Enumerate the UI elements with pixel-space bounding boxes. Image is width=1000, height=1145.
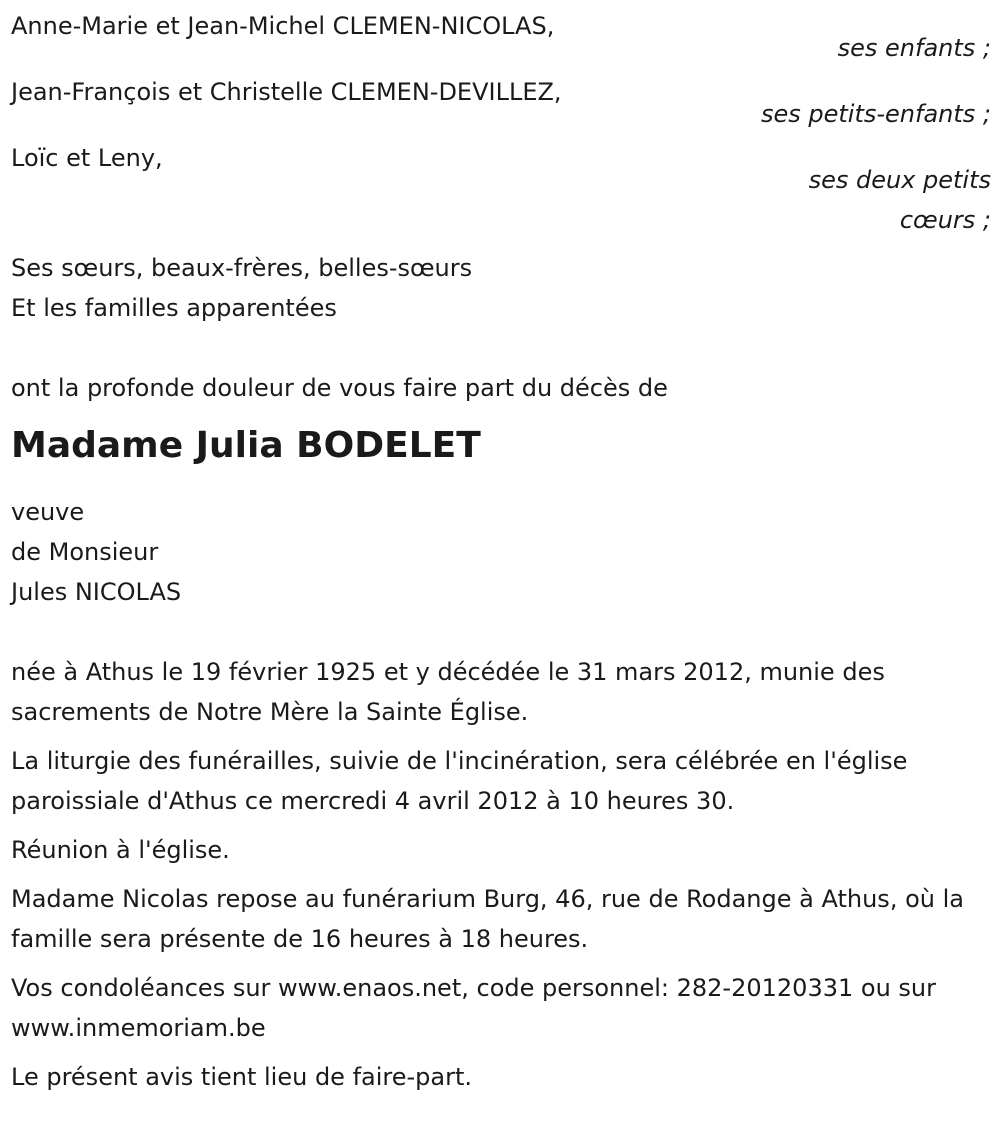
meeting-paragraph: Réunion à l'église. (11, 836, 230, 864)
grandchildren-names: Jean-François et Christelle CLEMEN-DEVILLEZ, (11, 78, 562, 106)
great-grandchildren-names: Loïc et Leny, (11, 144, 163, 172)
spouse-line-2: de Monsieur (11, 538, 159, 566)
birth-death-paragraph: née à Athus le 19 février 1925 et y décédée le 31 mars 2012, munie des sacrements de Notre Mère la Sainte Église. (11, 658, 885, 726)
grandchildren-role: ses petits-enfants ; (760, 100, 991, 128)
children-names: Anne-Marie et Jean-Michel CLEMEN-NICOLAS, (11, 12, 555, 40)
spouse-line-1: veuve (11, 498, 85, 526)
funeral-liturgy-paragraph: La liturgie des funérailles, suivie de l'incinération, sera célébrée en l'église paroissiale d'Athus ce mercredi 4 avril 2012 à 10 heures 30. (11, 747, 908, 815)
deceased-name: Madame Julia BODELET (11, 425, 481, 466)
children-role: ses enfants ; (837, 34, 991, 62)
condolences-paragraph: Vos condoléances sur www.enaos.net, code personnel: 282-20120331 ou sur www.inmemoriam.be (11, 974, 936, 1042)
great-grandchildren-role-line1: ses deux petits (808, 166, 991, 194)
great-grandchildren-role-line2: cœurs ; (899, 206, 991, 234)
obituary-notice (11, 6, 991, 1106)
related-families-line: Et les familles apparentées (11, 294, 337, 322)
funerarium-paragraph: Madame Nicolas repose au funérarium Burg, 46, rue de Rodange à Athus, où la famille sera présente de 16 heures à 18 heures. (11, 885, 964, 953)
announcement-line: ont la profonde douleur de vous faire part du décès de (11, 374, 668, 402)
spouse-line-3: Jules NICOLAS (11, 578, 182, 606)
siblings-line: Ses sœurs, beaux-frères, belles-sœurs (11, 254, 473, 282)
notice-paragraph: Le présent avis tient lieu de faire-part. (11, 1063, 473, 1091)
